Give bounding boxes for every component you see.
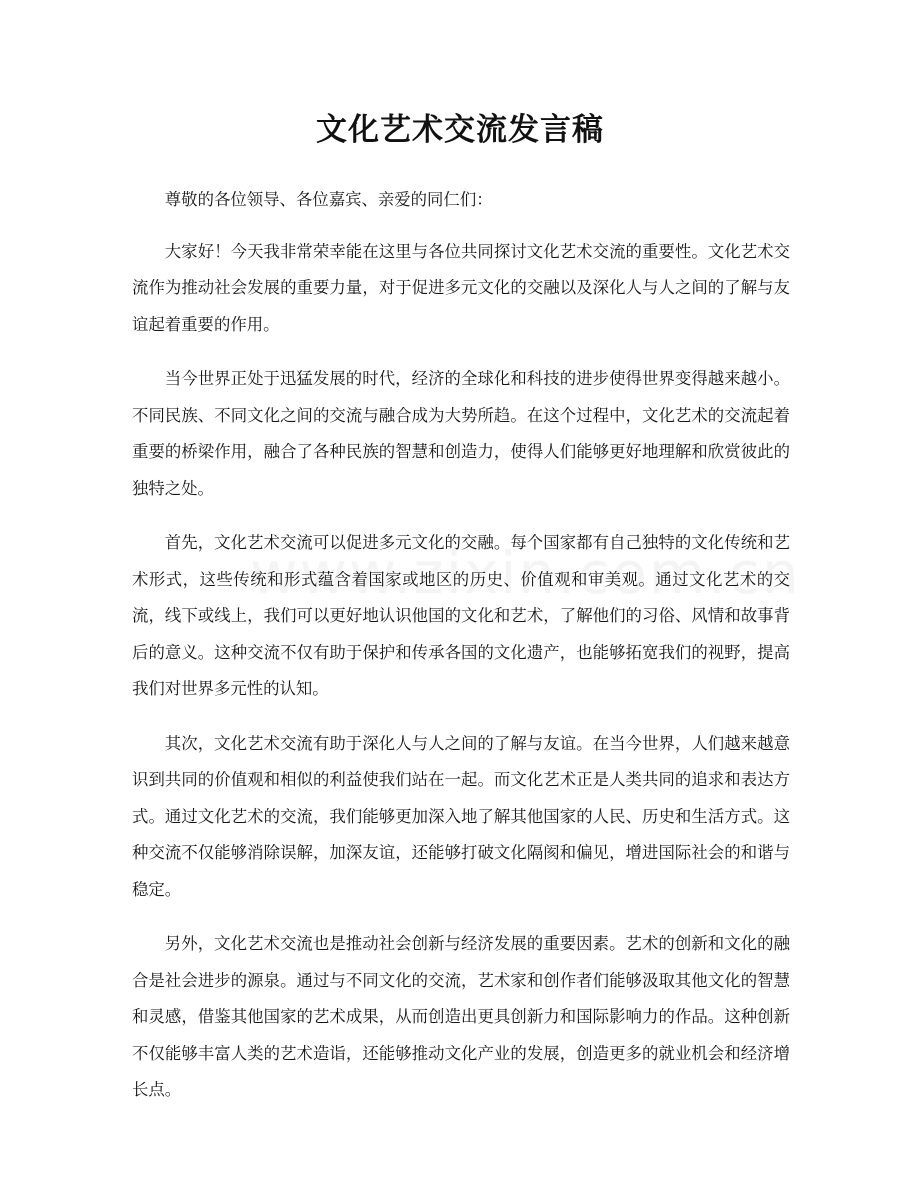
document-title: 文化艺术交流发言稿 [316, 112, 604, 148]
body-paragraph-first-point: 首先，文化艺术交流可以促进多元文化的交融。每个国家都有自己独特的文化传统和艺术形式，这些传统和形式蕴含着国家或地区的历史、价值观和审美观。通过文化艺术的交流，线下或线上，我们可以更好地认识他国的文化和艺术，了解他们的习俗、风情和故事背后的意义。这种交流不仅有助于保护和传承各国的文化遗产，也能够拓宽我们的视野，提高我们对世界多元性的认知。 [132, 533, 790, 698]
greeting-paragraph: 尊敬的各位领导、各位嘉宾、亲爱的同仁们： [164, 190, 493, 209]
body-paragraph-third-point: 另外，文化艺术交流也是推动社会创新与经济发展的重要因素。艺术的创新和文化的融合是社会进步的源泉。通过与不同文化的交流，艺术家和创作者们能够汲取其他文化的智慧和灵感，借鉴其他国家的艺术成果，从而创造出更具创新力和国际影响力的作品。这种创新不仅能够丰富人类的艺术造诣，还能够推动文化产业的发展，创造更多的就业机会和经济增长点。 [132, 934, 790, 1099]
body-paragraph-second-point: 其次，文化艺术交流有助于深化人与人之间的了解与友谊。在当今世界，人们越来越意识到共同的价值观和相似的利益使我们站在一起。而文化艺术正是人类共同的追求和表达方式。通过文化艺术的交流，我们能够更加深入地了解其他国家的人民、历史和生活方式。这种交流不仅能够消除误解，加深友谊，还能够打破文化隔阂和偏见，增进国际社会的和谐与稳定。 [132, 733, 790, 899]
body-paragraph-opening: 大家好！今天我非常荣幸能在这里与各位共同探讨文化艺术交流的重要性。文化艺术交流作为推动社会发展的重要力量，对于促进多元文化的交融以及深化人与人之间的了解与友谊起着重要的作用。 [132, 241, 790, 334]
document-body [132, 182, 790, 1127]
body-paragraph-context: 当今世界正处于迅猛发展的时代，经济的全球化和科技的进步使得世界变得越来越小。不同民族、不同文化之间的交流与融合成为大势所趋。在这个过程中，文化艺术的交流起着重要的桥梁作用，融合了各种民族的智慧和创造力，使得人们能够更好地理解和欣赏彼此的独特之处。 [132, 369, 790, 498]
